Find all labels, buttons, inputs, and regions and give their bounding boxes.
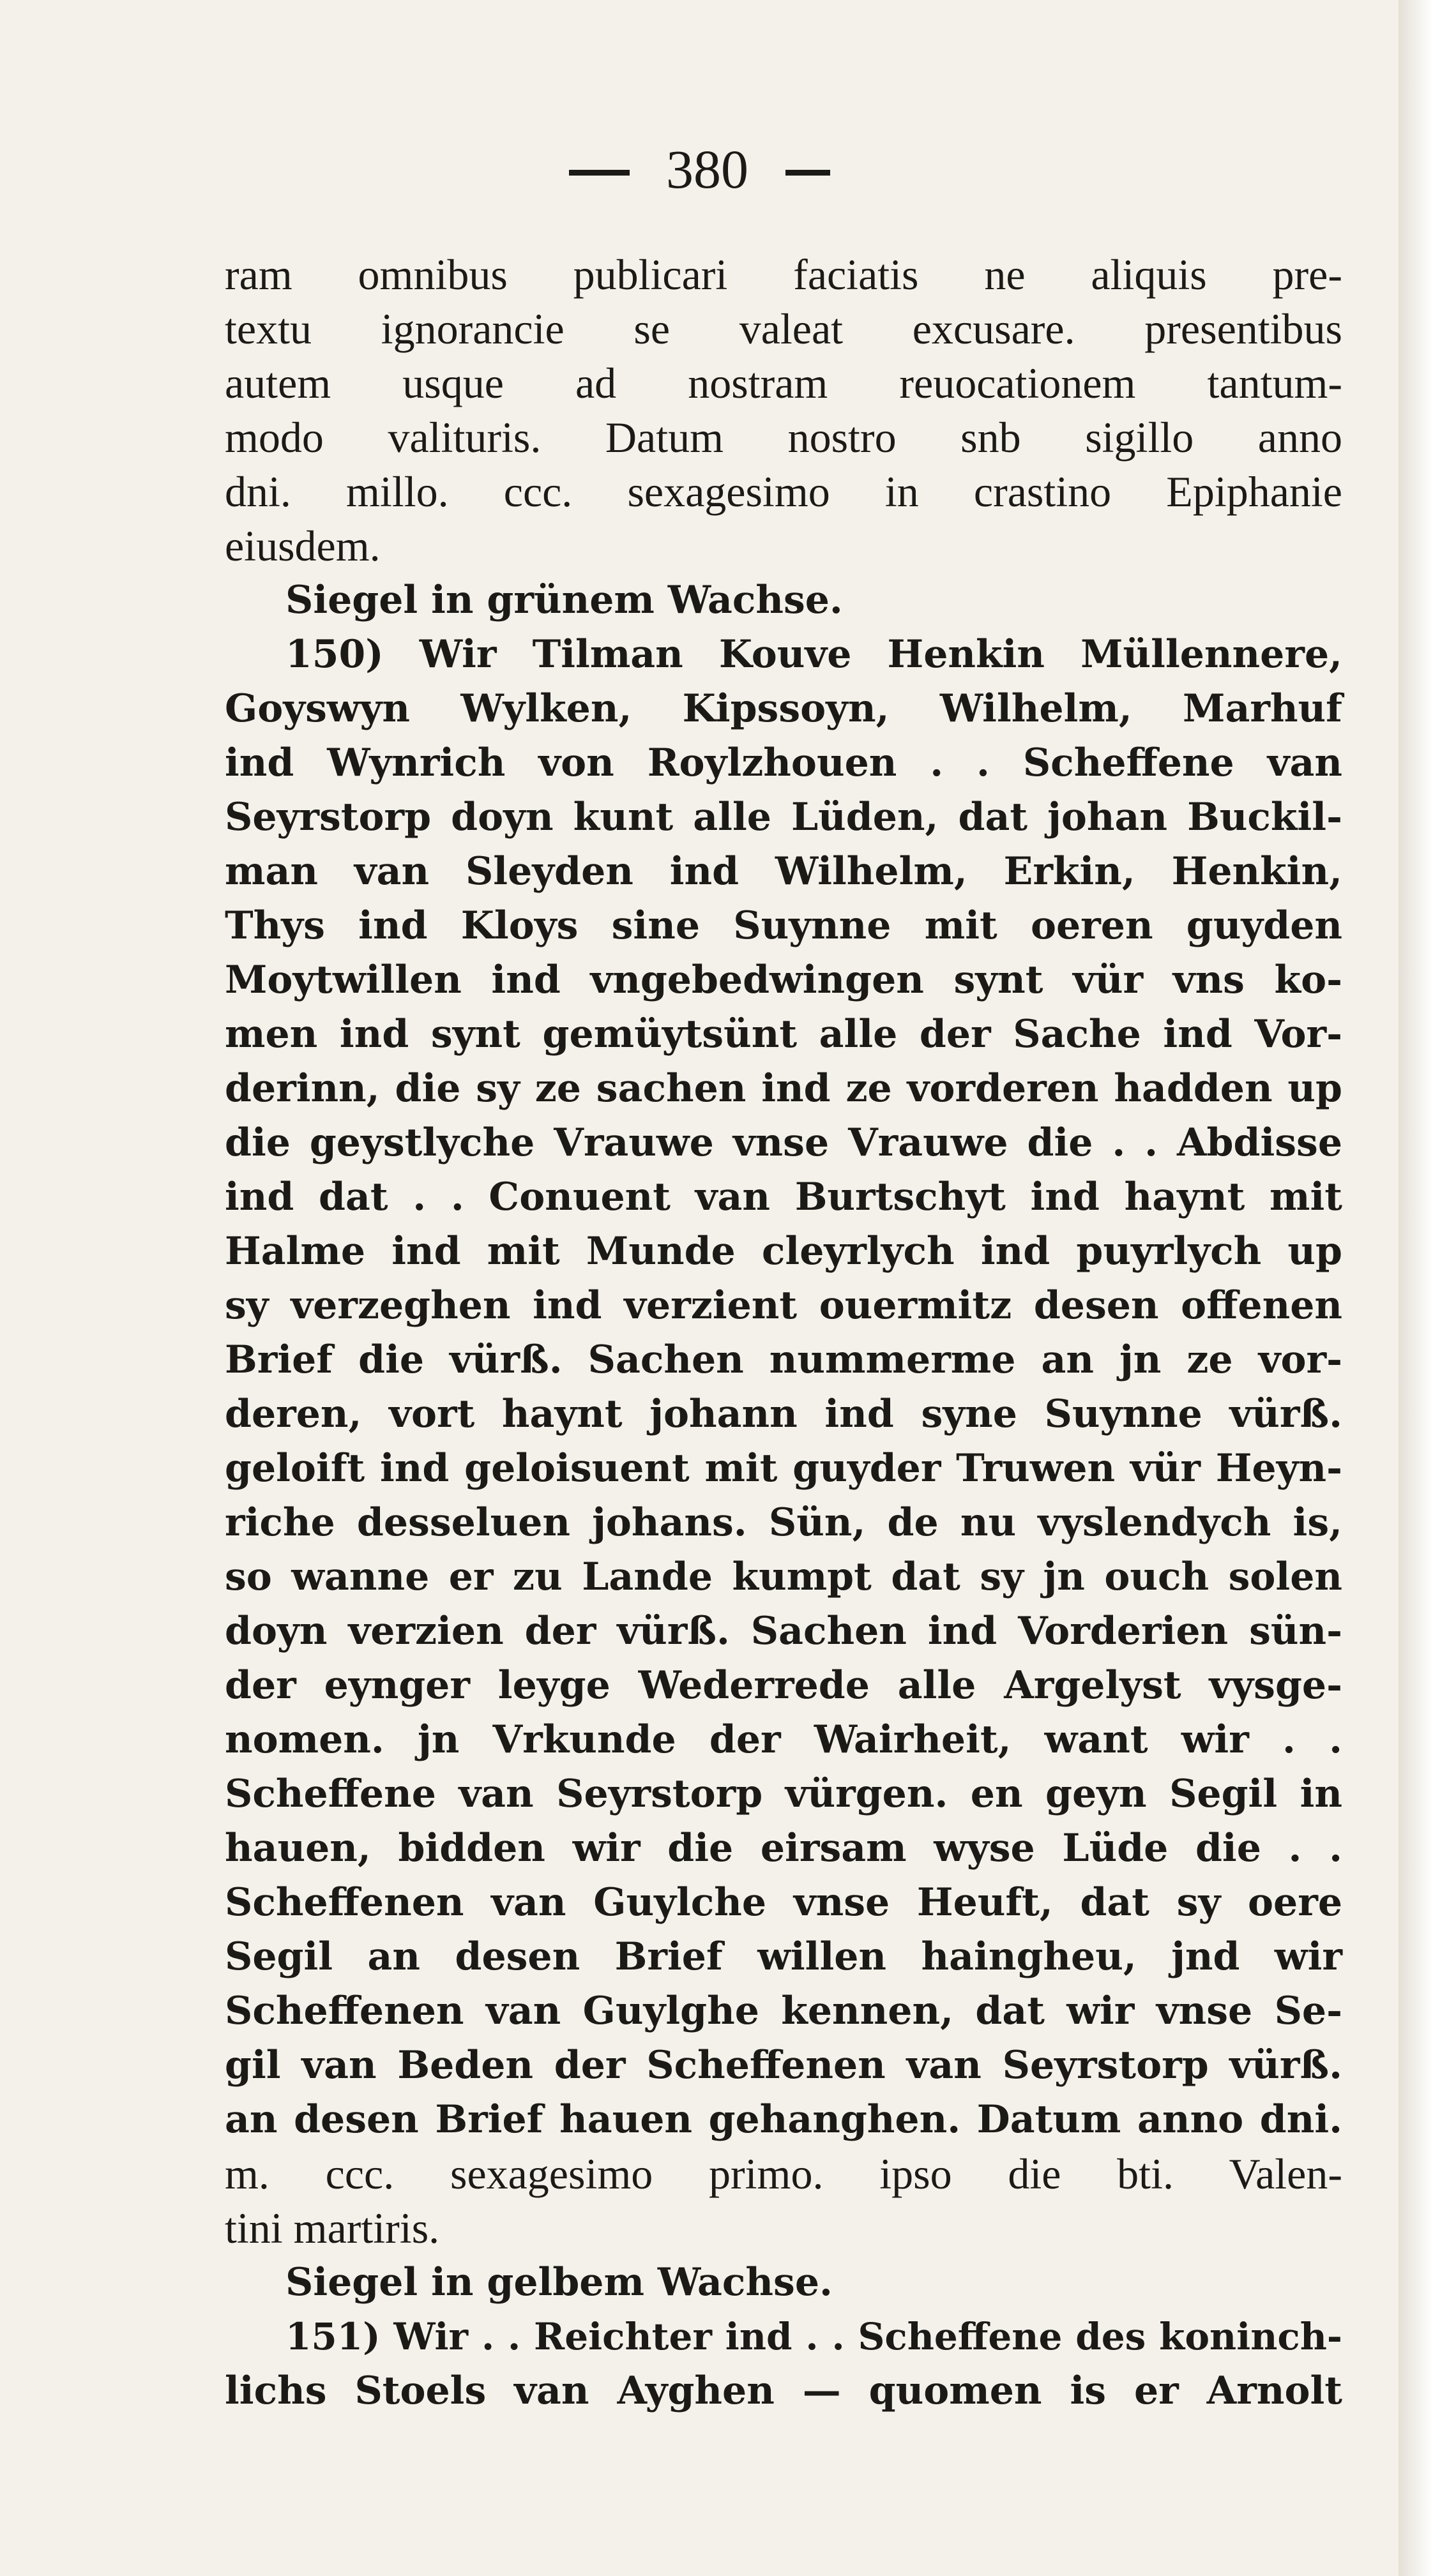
text-line: Brief die vürß. Sachen nummerme an jn ze vor- [225,1337,1342,1382]
text-line: geloift ind geloisuent mit guyder Truwen vür Heyn- [225,1446,1342,1491]
seal-note: Siegel in grünem Wachse. [285,578,843,622]
text-line: Halme ind mit Munde cleyrlych ind puyrlych up [225,1229,1342,1274]
text-line: m. ccc. sexagesimo primo. ipso die bti. Valen- [225,2150,1342,2198]
text-line: men ind synt gemüytsünt alle der Sache ind Vor- [225,1012,1342,1057]
text-line: doyn verzien der vürß. Sachen ind Vorderien sün- [225,1609,1342,1653]
text-line: der eynger leyge Wederrede alle Argelyst vysge- [225,1663,1342,1708]
text-line: deren, vort haynt johann ind syne Suynne vürß. [225,1392,1342,1436]
charter-150-start: 150) Wir Tilman Kouve Henkin Müllennere, [285,632,1342,677]
text-line: so wanne er zu Lande kumpt dat sy jn ouch solen [225,1555,1342,1599]
text-line: die geystlyche Vrauwe vnse Vrauwe die . . Abdisse [225,1120,1342,1165]
text-line: ind Wynrich von Roylzhouen . . Scheffene van [225,741,1342,785]
page-header [0,137,1399,201]
text-line: an desen Brief hauen gehanghen. Datum anno dni. [225,2097,1342,2142]
text-line: Seyrstorp doyn kunt alle Lüden, dat johan Buckil- [225,795,1342,840]
text-line: ind dat . . Conuent van Burtschyt ind haynt mit [225,1175,1342,1219]
text-line: autem usque ad nostram reuocationem tantum- [225,359,1342,407]
text-line: ram omnibus publicari faciatis ne aliquis pre- [225,250,1342,299]
seal-note: Siegel in gelbem Wachse. [285,2260,833,2305]
text-line: man van Sleyden ind Wilhelm, Erkin, Henkin, [225,849,1342,894]
charter-151-start: 151) Wir . . Reichter ind . . Scheffene des koninch- [285,2315,1342,2358]
page-body-text [225,248,1342,2418]
header-dash-left [569,170,630,176]
text-line: hauen, bidden wir die eirsam wyse Lüde die . . [225,1826,1342,1871]
text-line: derinn, die sy ze sachen ind ze vorderen hadden up [225,1066,1342,1111]
text-line: Moytwillen ind vngebedwingen synt vür vns ko- [225,958,1342,1002]
text-line: Scheffene van Seyrstorp vürgen. en geyn Segil in [225,1772,1342,1816]
text-line: sy verzeghen ind verzient ouermitz desen offenen [225,1283,1342,1328]
text-line: lichs Stoels van Ayghen — quomen is er Arnolt [225,2369,1342,2413]
page-edge [1399,0,1433,2576]
text-line: Goyswyn Wylken, Kipssoyn, Wilhelm, Marhuf [225,686,1342,731]
text-line: nomen. jn Vrkunde der Wairheit, want wir . . [225,1717,1342,1762]
text-line: riche desseluen johans. Sün, de nu vyslendych is, [225,1500,1342,1545]
header-dash-right [785,170,830,176]
text-line: tini martiris. [225,2204,440,2252]
text-line: Scheffenen van Guylghe kennen, dat wir vnse Se- [225,1989,1342,2033]
text-line: gil van Beden der Scheffenen van Seyrstorp vürß. [225,2043,1342,2088]
text-line: Segil an desen Brief willen haingheu, jnd wir [225,1934,1342,1979]
text-line: modo valituris. Datum nostro snb sigillo anno [225,413,1342,462]
text-line: eiusdem. [225,522,381,570]
text-line: dni. millo. ccc. sexagesimo in crastino Epiphanie [225,467,1342,516]
text-line: Thys ind Kloys sine Suynne mit oeren guyden [225,903,1342,948]
page-number: 380 [666,139,748,200]
text-line: Scheffenen van Guylche vnse Heuft, dat sy oere [225,1880,1342,1925]
text-line: textu ignorancie se valeat excusare. presentibus [225,305,1342,353]
